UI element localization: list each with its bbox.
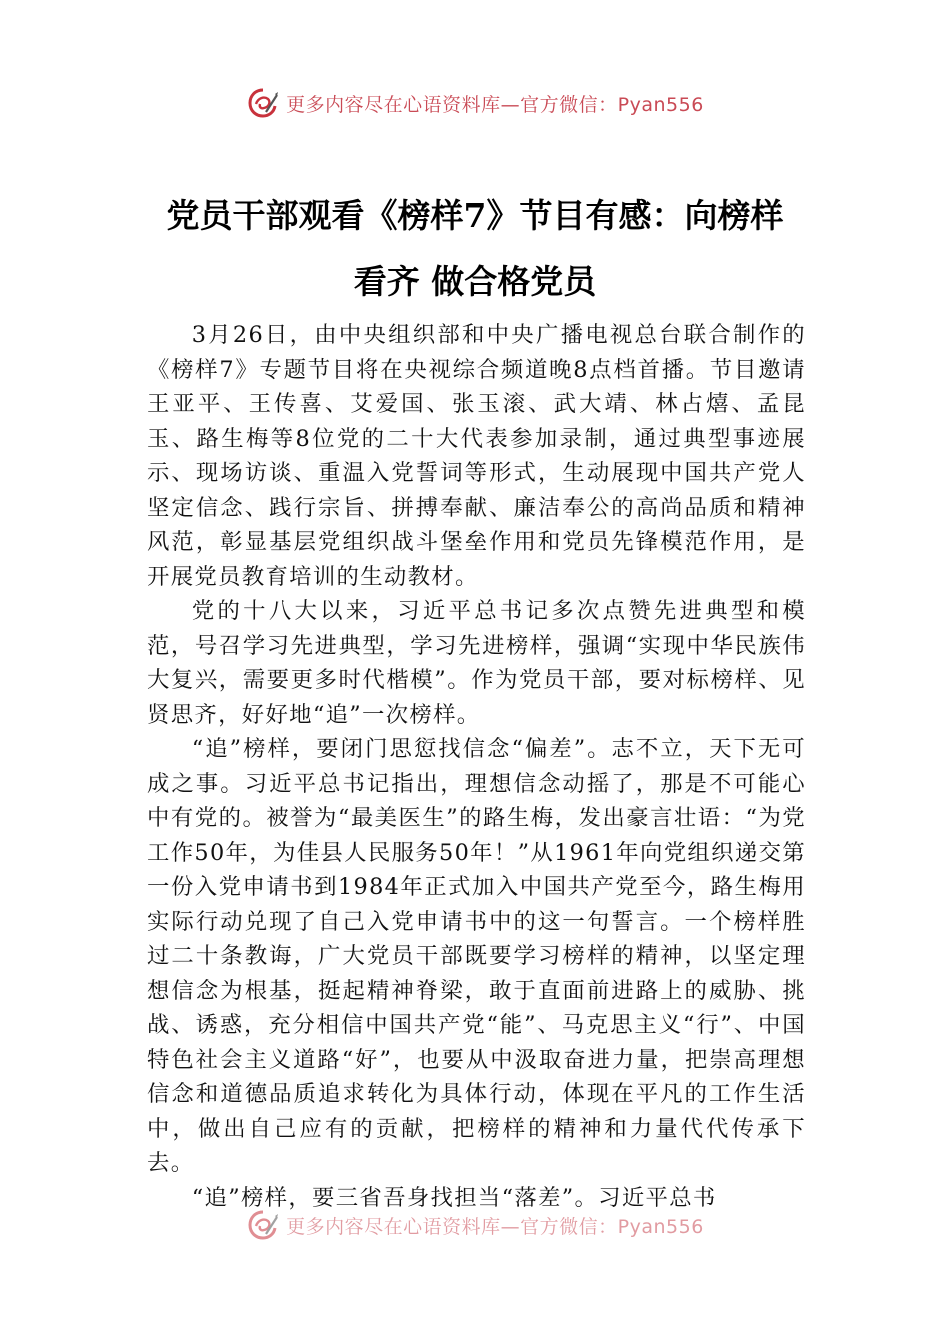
article-body — [147, 318, 806, 1212]
logo-icon — [246, 86, 280, 120]
watermark-text: 更多内容尽在心语资料库—官方微信：Pyan556 — [286, 93, 704, 116]
paragraph: 3月26日，由中央组织部和中央广播电视总台联合制作的《榜样7》专题节目将在央视综合频道晚8点档首播。节目邀请王亚平、王传喜、艾爱国、张玉滚、武大靖、林占熺、孟昆玉、路生梅等8位党的二十大代表参加录制，通过典型事迹展示、现场访谈、重温入党誓词等形式，生动展现中国共产党人坚定信念、践行宗旨、拼搏奉献、廉洁奉公的高尚品质和精神风范，彰显基层党组织战斗堡垒作用和党员先锋模范作用，是开展党员教育培训的生动教材。 — [147, 322, 806, 590]
paragraph: “追”榜样，要闭门思愆找信念“偏差”。志不立，天下无可成之事。习近平总书记指出，理想信念动摇了，那是不可能心中有党的。被誉为“最美医生”的路生梅，发出豪言壮语：“为党工作50年，为佳县人民服务50年！”从1961年向党组织递交第一份入党申请书到1984年正式加入中国共产党至今，路生梅用实际行动兑现了自己入党申请书中的这一句誓言。一个榜样胜过二十条教诲，广大党员干部既要学习榜样的精神，以坚定理想信念为根基，挺起精神脊梁，敢于直面前进路上的威胁、挑战、诱惑，充分相信中国共产党“能”、马克思主义“行”、中国特色社会主义道路“好”，也要从中汲取奋进力量，把崇高理想信念和道德品质追求转化为具体行动，体现在平凡的工作生活中，做出自己应有的贡献，把榜样的精神和力量代代传承下去。 — [147, 736, 806, 1176]
logo-icon — [246, 1208, 280, 1242]
title-line-1: 党员干部观看《榜样7》节目有感：向榜样 — [166, 196, 784, 235]
title-line-2: 看齐 做合格党员 — [353, 262, 597, 301]
watermark-footer — [0, 1208, 950, 1242]
watermark-header — [0, 86, 950, 120]
document-title — [120, 183, 830, 315]
watermark-text: 更多内容尽在心语资料库—官方微信：Pyan556 — [286, 1215, 704, 1238]
paragraph: “追”榜样，要三省吾身找担当“落差”。习近平总书 — [191, 1184, 717, 1211]
paragraph: 党的十八大以来，习近平总书记多次点赞先进典型和模范，号召学习先进典型，学习先进榜样，强调“实现中华民族伟大复兴，需要更多时代楷模”。作为党员干部，要对标榜样、见贤思齐，好好地“追”一次榜样。 — [147, 598, 806, 728]
